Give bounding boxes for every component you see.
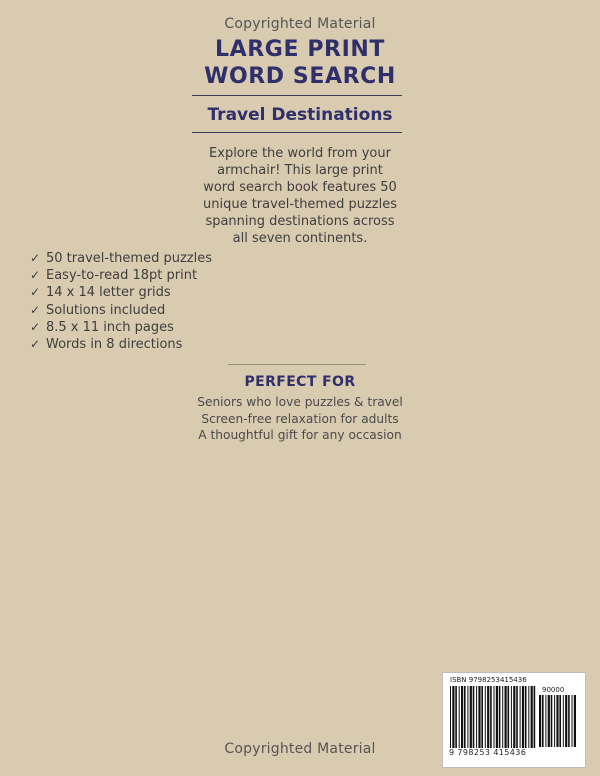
barcode-bar [464, 686, 466, 748]
description-line: armchair! This large print [217, 163, 383, 178]
perfect-for-heading: PERFECT FOR [244, 374, 356, 390]
copyright-watermark-bottom: Copyrighted Material [224, 741, 376, 757]
barcode-bar [565, 695, 567, 747]
section-divider [228, 364, 366, 365]
feature-item [30, 302, 212, 319]
check-icon: ✓ [30, 337, 41, 352]
feature-item [30, 284, 212, 301]
isbn-label: ISBN 9798253415436 [450, 676, 527, 684]
barcode-bar [516, 686, 518, 748]
barcode-bar [473, 686, 475, 748]
barcode-bar [505, 686, 507, 748]
barcode-bar [485, 686, 486, 748]
barcode-bar [534, 686, 536, 748]
title-line-2: WORD SEARCH [204, 64, 396, 89]
feature-item [30, 336, 212, 353]
feature-list [30, 250, 212, 353]
barcode-bar [556, 695, 558, 747]
feature-item [30, 250, 212, 267]
check-icon: ✓ [30, 251, 41, 265]
barcode-bar [511, 686, 512, 748]
barcode-bar [487, 686, 489, 748]
barcode-bar [467, 686, 468, 748]
perfect-for-list [0, 394, 600, 444]
feature-label: Easy-to-read 18pt print [46, 268, 198, 284]
title-divider-bottom [192, 132, 402, 133]
barcode-bar [490, 686, 492, 748]
barcode-bar [450, 686, 451, 748]
feature-item [30, 267, 212, 284]
title-divider-top [192, 95, 402, 96]
barcode-bar [539, 695, 541, 747]
check-icon: ✓ [30, 268, 41, 283]
barcode-bar [481, 686, 483, 748]
barcode-bar [563, 695, 564, 747]
barcode-bar [494, 686, 495, 748]
perfect-for-item: Seniors who love puzzles & travel [197, 395, 403, 409]
barcode-bar [522, 686, 524, 748]
barcode-bar [470, 686, 472, 748]
perfect-for-item: Screen-free relaxation for adults [201, 411, 399, 426]
barcode-bar [499, 686, 501, 748]
perfect-for-item: A thoughtful gift for any occasion [198, 428, 402, 442]
feature-label: 8.5 x 11 inch pages [46, 319, 174, 335]
copyright-watermark-top: Copyrighted Material [224, 16, 376, 32]
barcode-bar [520, 686, 521, 748]
barcode-bar [478, 686, 480, 748]
barcode-bar [528, 686, 529, 748]
barcode-bar [459, 686, 460, 748]
barcode-bar [574, 695, 576, 747]
feature-label: 14 x 14 letter grids [46, 285, 171, 301]
title-line-1: LARGE PRINT [215, 37, 385, 62]
barcode-bar [461, 686, 463, 748]
barcode-bar [545, 695, 546, 747]
barcode-bar [548, 695, 550, 747]
barcode-bar [542, 695, 544, 747]
description-line: Explore the world from your [209, 146, 391, 161]
barcode-bar [531, 686, 533, 748]
barcode-bar [572, 695, 573, 747]
barcode-bar [476, 686, 477, 748]
isbn-barcode-bars [450, 686, 536, 748]
price-code-label: 90000 [542, 686, 565, 694]
barcode-bar [559, 695, 561, 747]
barcode-bar [502, 686, 503, 748]
barcode-bar [508, 686, 510, 748]
barcode-bar [513, 686, 515, 748]
barcode-bar [568, 695, 570, 747]
barcode-bar [455, 686, 457, 748]
description [190, 145, 410, 247]
barcode-bar [452, 686, 454, 748]
subtitle: Travel Destinations [207, 105, 393, 125]
barcode-bar [496, 686, 498, 748]
barcode-bar [525, 686, 527, 748]
description-line: unique travel-themed puzzles [202, 197, 398, 212]
feature-item [30, 319, 212, 336]
check-icon: ✓ [30, 302, 41, 317]
barcode-bar [554, 695, 555, 747]
isbn-digits: 9 798253 415436 [449, 748, 527, 757]
feature-label: Solutions included [46, 302, 166, 318]
feature-label: Words in 8 directions [46, 337, 183, 353]
description-line: word search book features 50 [203, 180, 397, 195]
check-icon: ✓ [30, 319, 41, 334]
feature-label: 50 travel-themed puzzles [46, 251, 212, 266]
description-line: all seven continents. [232, 231, 368, 246]
check-icon: ✓ [30, 285, 41, 300]
price-barcode-bars [539, 695, 577, 747]
description-line: spanning destinations across [205, 214, 395, 229]
book-title [0, 36, 600, 90]
barcode-bar [551, 695, 553, 747]
